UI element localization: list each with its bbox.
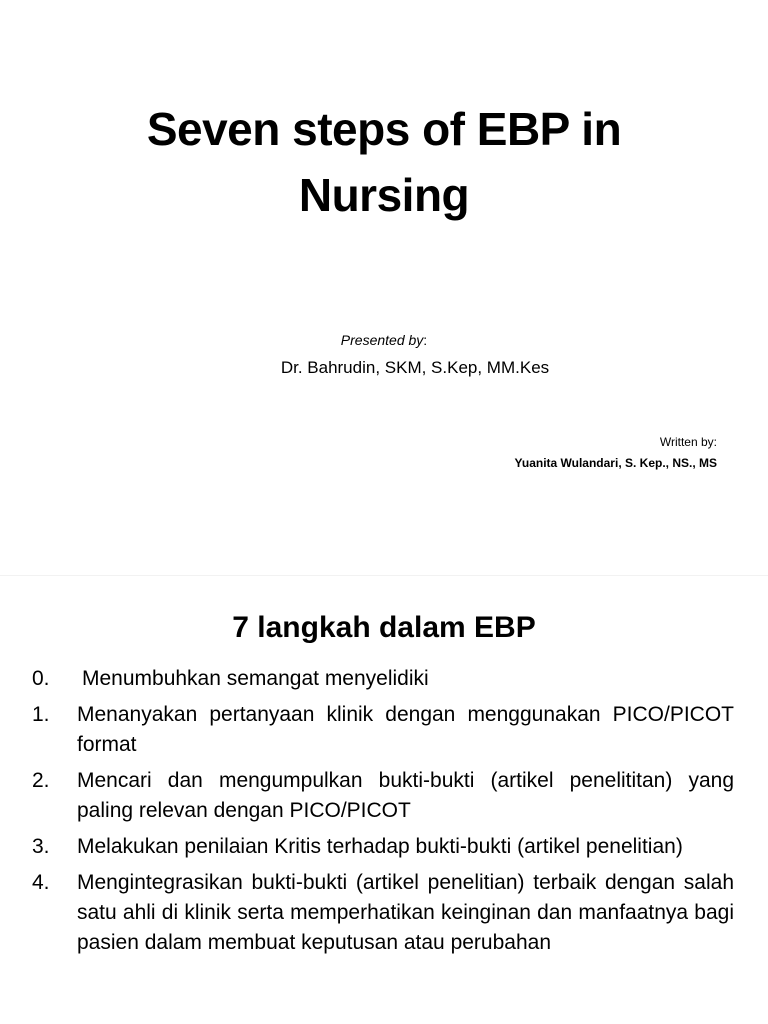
step-text: Mengintegrasikan bukti-bukti (artikel penelitian) terbaik dengan salah satu ahli di klinik serta memperhatikan keinginan dan manfaatnya bagi pasien dalam membuat keputusan atau perubahan — [77, 871, 734, 954]
step-item — [32, 766, 734, 826]
step-number: 2. — [32, 769, 50, 792]
steps-slide — [0, 576, 768, 1024]
step-number: 0. — [32, 667, 50, 690]
step-item — [32, 700, 734, 760]
title-line-1: Seven steps of EBP in — [146, 103, 622, 155]
title-line-2: Nursing — [298, 169, 470, 221]
step-number: 4. — [32, 871, 50, 894]
step-item — [32, 664, 734, 694]
steps-title: 7 langkah dalam EBP — [232, 611, 536, 644]
presenter-name: Dr. Bahrudin, SKM, S.Kep, MM.Kes — [280, 358, 550, 377]
slide-title — [0, 96, 768, 228]
author-name: Yuanita Wulandari, S. Kep., NS., MS — [514, 456, 717, 470]
step-text: Melakukan penilaian Kritis terhadap bukti-bukti (artikel penelitian) — [77, 835, 683, 858]
step-item — [32, 832, 734, 862]
step-number: 1. — [32, 703, 50, 726]
steps-list — [32, 664, 734, 964]
written-by-label: Written by: — [659, 435, 717, 449]
presented-by — [0, 332, 768, 348]
step-text: Mencari dan mengumpulkan bukti-bukti (artikel penelititan) yang paling relevan dengan PICO/PICOT — [77, 769, 734, 822]
presented-by-label: Presented by — [340, 332, 424, 348]
written-by — [515, 432, 717, 474]
presented-by-colon: : — [423, 332, 428, 348]
step-item — [32, 868, 734, 958]
step-number: 3. — [32, 835, 50, 858]
step-text: Menanyakan pertanyaan klinik dengan menggunakan PICO/PICOT format — [77, 703, 734, 756]
step-text: Menumbuhkan semangat menyelidiki — [82, 667, 429, 690]
